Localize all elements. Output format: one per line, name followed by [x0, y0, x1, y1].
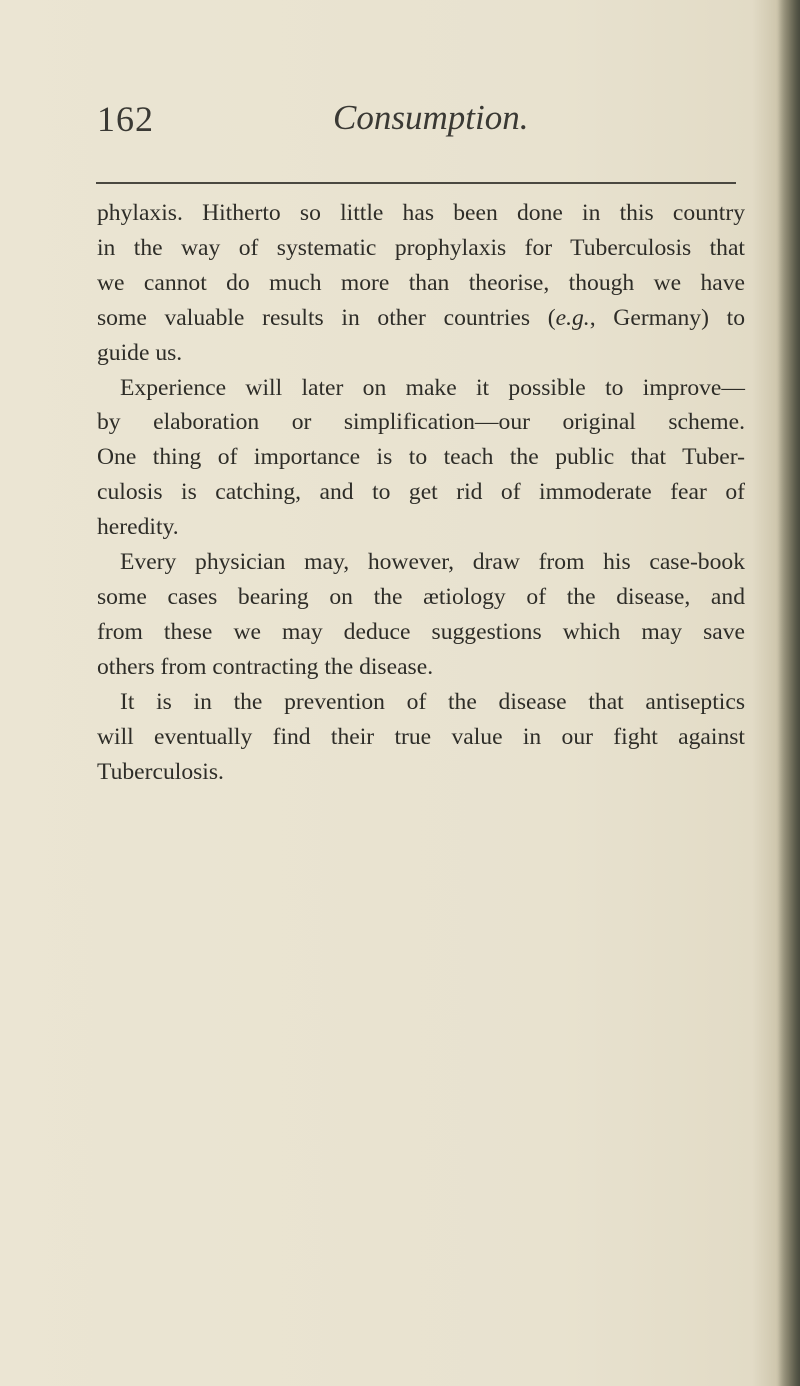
text-line: in the way of systematic prophylaxis for Tuberculosis that [97, 234, 745, 261]
text-line: Tuberculosis. [97, 758, 224, 785]
page-edge-shadow [778, 0, 800, 1386]
text-line: some valuable results in other countries (e.g., Germany) to [97, 304, 745, 331]
text-line: we cannot do much more than theorise, though we have [97, 269, 745, 296]
running-title: Consumption. [333, 98, 529, 137]
text-line: culosis is catching, and to get rid of immoderate fear of [97, 479, 745, 506]
text-line: Every physician may, however, draw from his case-book [120, 549, 745, 576]
page-number: 162 [97, 99, 154, 139]
header-rule [96, 182, 736, 184]
text-line: One thing of importance is to teach the public that Tuber- [97, 444, 745, 471]
text-line: by elaboration or simplification—our original scheme. [97, 409, 745, 436]
paragraph [97, 196, 745, 371]
text-line: phylaxis. Hitherto so little has been done in this country [97, 200, 745, 226]
paragraph [97, 545, 745, 685]
italic-abbreviation: e.g. [555, 304, 590, 331]
text-line: Experience will later on make it possible to improve— [120, 374, 745, 401]
text-line: some cases bearing on the ætiology of the disease, and [97, 583, 745, 610]
text-line: It is in the prevention of the disease that antiseptics [120, 688, 745, 715]
body-text [97, 196, 745, 789]
paragraph [97, 371, 745, 546]
page-header [97, 98, 737, 158]
text-line: others from contracting the disease. [97, 653, 434, 680]
text-line: guide us. [97, 339, 183, 366]
paragraph [97, 685, 745, 790]
text-line: heredity. [97, 514, 179, 541]
text-line: from these we may deduce suggestions which may save [97, 618, 745, 645]
text-line: will eventually find their true value in our fight against [97, 723, 745, 750]
